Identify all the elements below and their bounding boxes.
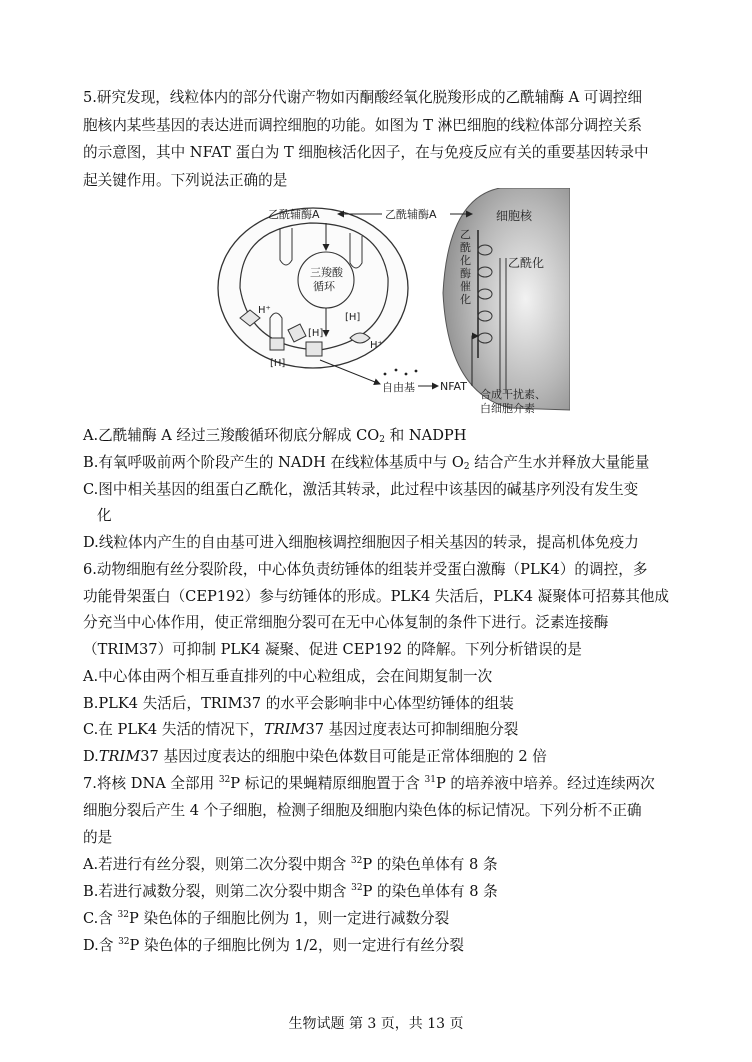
q6-stem-line-1: 6.动物细胞有丝分裂阶段，中心体负责纺锤体的组装并受蛋白激酶（PLK4）的调控，多 <box>83 561 648 578</box>
acetyl-coa-inner: 乙酰辅酶A <box>268 208 320 221</box>
svg-text:酶: 酶 <box>460 267 471 280</box>
h-plus-1: H⁺ <box>258 305 271 316</box>
q7-option-d: D.含 $^{32}$P 染色体的子细胞比例为 1/2，则一定进行有丝分裂 <box>83 937 464 954</box>
svg-text:乙: 乙 <box>460 228 471 241</box>
q5-option-c-line-1: C.图中相关基因的组蛋白乙酰化，激活其转录，此过程中该基因的碱基序列没有发生变 <box>83 481 639 498</box>
q5-stem-line-4: 起关键作用。下列说法正确的是 <box>83 172 288 189</box>
q7-option-b: B.若进行减数分裂，则第二次分裂中期含 $^{32}$P 的染色单体有 8 条 <box>83 883 498 900</box>
h-label-3: [H] <box>270 358 286 369</box>
acetyl-coa-outer: 乙酰辅酶A <box>385 208 437 221</box>
q5-option-d: D.线粒体内产生的自由基可进入细胞核调控细胞因子相关基因的转录，提高机体免疫力 <box>83 534 639 551</box>
q5-option-a: A.乙酰辅酶 A 经过三羧酸循环彻底分解成 $CO_2$ 和 NADPH <box>83 427 467 445</box>
h-plus-2: H⁺ <box>370 340 383 351</box>
h-label-2: [H] <box>345 312 361 323</box>
q5-stem-line-3: 的示意图，其中 NFAT 蛋白为 T 细胞核活化因子，在与免疫反应有关的重要基因转录中 <box>83 144 649 161</box>
svg-text:循环: 循环 <box>313 280 335 293</box>
q7-stem-line-1: 7.将核 DNA 全部用 $^{32}$P 标记的果蝇精原细胞置于含 $^{31}$P 的培养液中培养。经过连续两次 <box>83 775 655 792</box>
q5-stem-line-1: 5.研究发现，线粒体内的部分代谢产物如丙酮酸经氧化脱羧形成的乙酰辅酶 A 可调控细 <box>83 89 643 106</box>
svg-text:三羧酸: 三羧酸 <box>310 266 343 279</box>
synthesis-label-2: 白细胞介素 <box>480 402 535 415</box>
svg-text:化: 化 <box>460 293 471 306</box>
q7-option-a: A.若进行有丝分裂，则第二次分裂中期含 $^{32}$P 的染色单体有 8 条 <box>83 856 498 873</box>
q6-option-b: B.PLK4 失活后，TRIM37 的水平会影响非中心体型纺锤体的组装 <box>83 695 514 712</box>
h-label-1: [H] <box>308 328 324 339</box>
q5-option-c-line-2: 化 <box>97 507 112 524</box>
q7-stem-line-3: 的是 <box>83 829 113 846</box>
q6-option-a: A.中心体由两个相互垂直排列的中心粒组成，会在间期复制一次 <box>83 668 493 685</box>
q6-option-d: D.TRIM37 基因过度表达的细胞中染色体数目可能是正常体细胞的 2 倍 <box>83 748 547 765</box>
q5-option-b: B.有氧呼吸前两个阶段产生的 NADH 在线粒体基质中与 $O_2$ 结合产生水并释放大量能量 <box>83 454 650 472</box>
free-radical-label: 自由基 <box>382 381 415 394</box>
q6-stem-line-4: （TRIM37）可抑制 PLK4 凝聚、促进 CEP192 的降解。下列分析错误的是 <box>83 641 582 658</box>
q6-stem-line-3: 分充当中心体作用，使正常细胞分裂可在无中心体复制的条件下进行。泛素连接酶 <box>83 614 609 631</box>
synthesis-label-1: 合成干扰素、 <box>480 388 546 401</box>
svg-text:化: 化 <box>460 254 471 267</box>
mitochondria-regulation-figure <box>210 188 570 418</box>
acetylation-label: 乙酰化 <box>508 256 545 270</box>
q5-stem-line-2: 胞核内某些基因的表达进而调控细胞的功能。如图为 T 淋巴细胞的线粒体部分调控关系 <box>83 117 642 134</box>
svg-text:催: 催 <box>460 280 471 293</box>
q6-stem-line-2: 功能骨架蛋白（CEP192）参与纺锤体的形成。PLK4 失活后，PLK4 凝聚体可招募其他成 <box>83 588 669 605</box>
q7-option-c: C.含 $^{32}$P 染色体的子细胞比例为 1，则一定进行减数分裂 <box>83 910 450 927</box>
q6-option-c: C.在 PLK4 失活的情况下，TRIM37 基因过度表达可抑制细胞分裂 <box>83 721 519 738</box>
page-footer: 生物试题 第 3 页，共 13 页 <box>288 1016 464 1032</box>
svg-text:酰: 酰 <box>460 241 471 254</box>
q7-stem-line-2: 细胞分裂后产生 4 个子细胞，检测子细胞及细胞内染色体的标记情况。下列分析不正确 <box>83 802 642 819</box>
acetylation-enzyme-label <box>460 228 471 306</box>
nfat-label: NFAT <box>440 380 467 393</box>
nucleus-label: 细胞核 <box>496 209 533 223</box>
